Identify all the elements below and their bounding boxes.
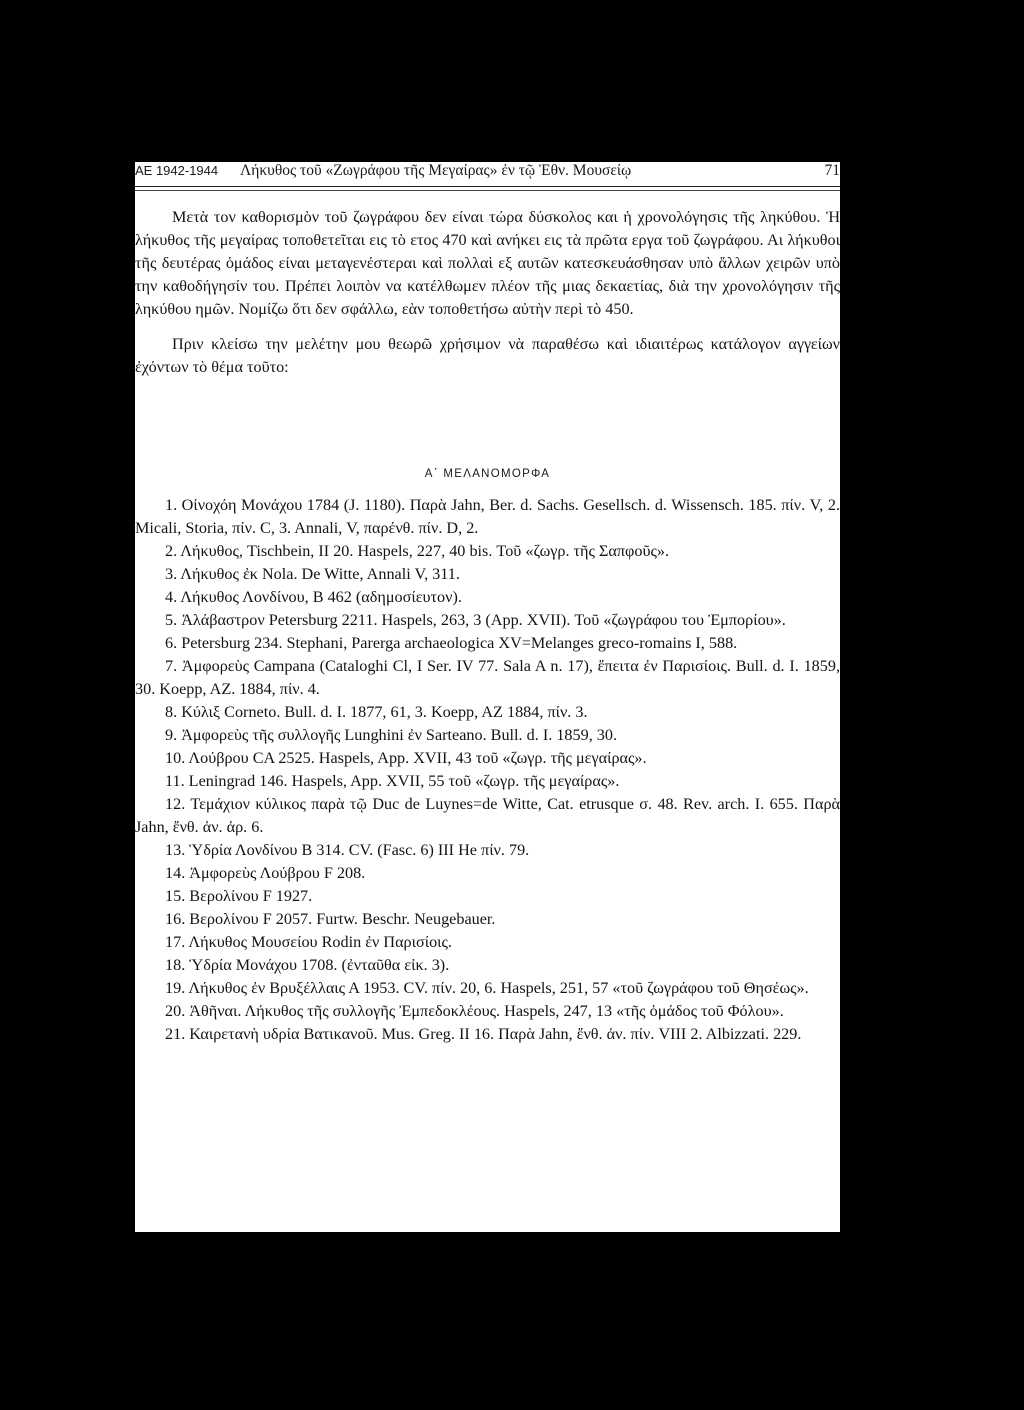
section-heading: Α΄ ΜΕΛΑΝΟΜΟΡΦΑ	[424, 468, 551, 480]
catalog-entry: 20. Ἀθῆναι. Λήκυθος τῆς συλλογῆς Ἐμπεδοκλέους. Haspels, 247, 13 «τῆς ὁμάδος τοῦ Φόλου».	[165, 1002, 784, 1020]
catalog-entry: 4. Λήκυθος Λονδίνου, Β 462 (αδημοσίευτον).	[165, 588, 462, 606]
catalog-entry: 14. Ἀμφορεὺς Λούβρου F 208.	[165, 864, 366, 882]
paragraph: Μετὰ τον καθορισμὸν τοῦ ζωγράφου δεν είναι τώρα δύσκολος και ἡ χρονολόγησις τῆς ληκύθου. Ἡ λήκυθος τῆς μεγαίρας τοποθετεῖται εις τὸ ετος 470 καὶ ανήκει εις τὰ πρῶτα εργα τοῦ ζωγράφου. Αι λήκυθοι τῆς δευτέρας ὁμάδος είναι μεταγενέστεραι καὶ πολλαὶ εξ αυτῶν κατεσκευάσθησαν υπὸ ἄλλων χειρῶν υπὸ την καθοδήγησίν του. Πρέπει λοιπὸν να κατέλθωμεν πλέον τῆς μιας δεκαετίας, διὰ την χρονολόγησιν τῆς ληκύθου ημῶν. Νομίζω ὅτι δεν σφάλλω, εὰν τοποθετήσω αὐτὴν περὶ τὸ 450.	[135, 208, 840, 318]
catalog-entry: 2. Λήκυθος, Tischbein, II 20. Haspels, 227, 40 bis. Τοῦ «ζωγρ. τῆς Σαπφοῦς».	[165, 542, 670, 560]
catalog-entry: 13. Ὑδρία Λονδίνου Β 314. CV. (Fasc. 6) III He πίν. 79.	[165, 841, 530, 859]
catalog-list	[135, 494, 840, 1046]
catalog-entry: 17. Λήκυθος Μουσείου Rodin ἐν Παρισίοις.	[165, 933, 452, 951]
catalog-entry: 18. Ὑδρία Μονάχου 1708. (ἐνταῦθα εἰκ. 3).	[165, 956, 450, 974]
catalog-entry: 1. Οἰνοχόη Μονάχου 1784 (J. 1180). Παρὰ Jahn, Ber. d. Sachs. Gesellsch. d. Wissensch. 185. πίν. V, 2. Micali, Storia, πίν. C, 3. Annali, V, παρένθ. πίν. D, 2.	[135, 496, 840, 537]
catalog-entry: 21. Καιρετανὴ υδρία Βατικανοῦ. Mus. Greg. II 16. Παρὰ Jahn, ἔνθ. ἀν. πίν. VIII 2. Albizzati. 229.	[165, 1025, 802, 1043]
body-text	[135, 206, 840, 379]
running-title: Λήκυθος τοῦ «Ζωγράφου τῆς Μεγαίρας» ἐν τῷ Ἐθν. Μουσείῳ	[240, 162, 632, 179]
catalog-entry: 5. Ἀλάβαστρον Petersburg 2211. Haspels, 263, 3 (App. XVII). Τοῦ «ζωγράφου του Ἐμπορίου».	[165, 611, 786, 629]
catalog-entry: 12. Τεμάχιον κύλικος παρὰ τῷ Duc de Luynes=de Witte, Cat. etrusque σ. 48. Rev. arch. I. 655. Παρὰ Jahn, ἔνθ. ἀν. ἀρ. 6.	[135, 795, 840, 836]
document-page	[135, 162, 840, 1232]
catalog-entry: 9. Ἀμφορεὺς τῆς συλλογῆς Lunghini ἐν Sarteano. Bull. d. I. 1859, 30.	[165, 726, 618, 744]
paragraph: Πριν κλείσω την μελέτην μου θεωρῶ χρήσιμον νὰ παραθέσω καὶ ιδιαιτέρως κατάλογον αγγείων ἐχόντων τὸ θέμα τοῦτο:	[135, 335, 840, 376]
catalog-entry: 15. Βερολίνου F 1927.	[165, 887, 313, 905]
catalog-entry: 10. Λούβρου CA 2525. Haspels, App. XVII, 43 τοῦ «ζωγρ. τῆς μεγαίρας».	[165, 749, 647, 767]
catalog-entry: 16. Βερολίνου F 2057. Furtw. Beschr. Neugebauer.	[165, 910, 496, 928]
catalog-entry: 11. Leningrad 146. Haspels, App. XVII, 55 τοῦ «ζωγρ. τῆς μεγαίρας».	[165, 772, 620, 790]
catalog-entry: 6. Petersburg 234. Stephani, Parerga archaeologica XV=Melanges greco-romains I, 588.	[165, 634, 738, 652]
header-rule	[135, 186, 840, 187]
catalog-entry: 8. Κύλιξ Corneto. Bull. d. I. 1877, 61, 3. Koepp, AZ 1884, πίν. 3.	[165, 703, 588, 721]
header-rule-secondary	[135, 190, 840, 191]
catalog-entry: 19. Λήκυθος ἐν Βρυξέλλαις Α 1953. CV. πίν. 20, 6. Haspels, 251, 57 «τοῦ ζωγράφου τοῦ Θησέως».	[165, 979, 809, 997]
running-head	[135, 162, 840, 186]
catalog-entry: 3. Λήκυθος ἐκ Nola. De Witte, Annali V, 311.	[165, 565, 460, 583]
page-number: 71	[824, 162, 840, 179]
catalog-entry: 7. Ἀμφορεὺς Campana (Cataloghi Cl, I Ser. IV 77. Sala A n. 17), ἔπειτα ἐν Παρισίοις. Bull. d. I. 1859, 30. Koepp, AZ. 1884, πίν. 4.	[135, 657, 840, 698]
journal-reference: ΑΕ 1942-1944	[135, 163, 219, 178]
